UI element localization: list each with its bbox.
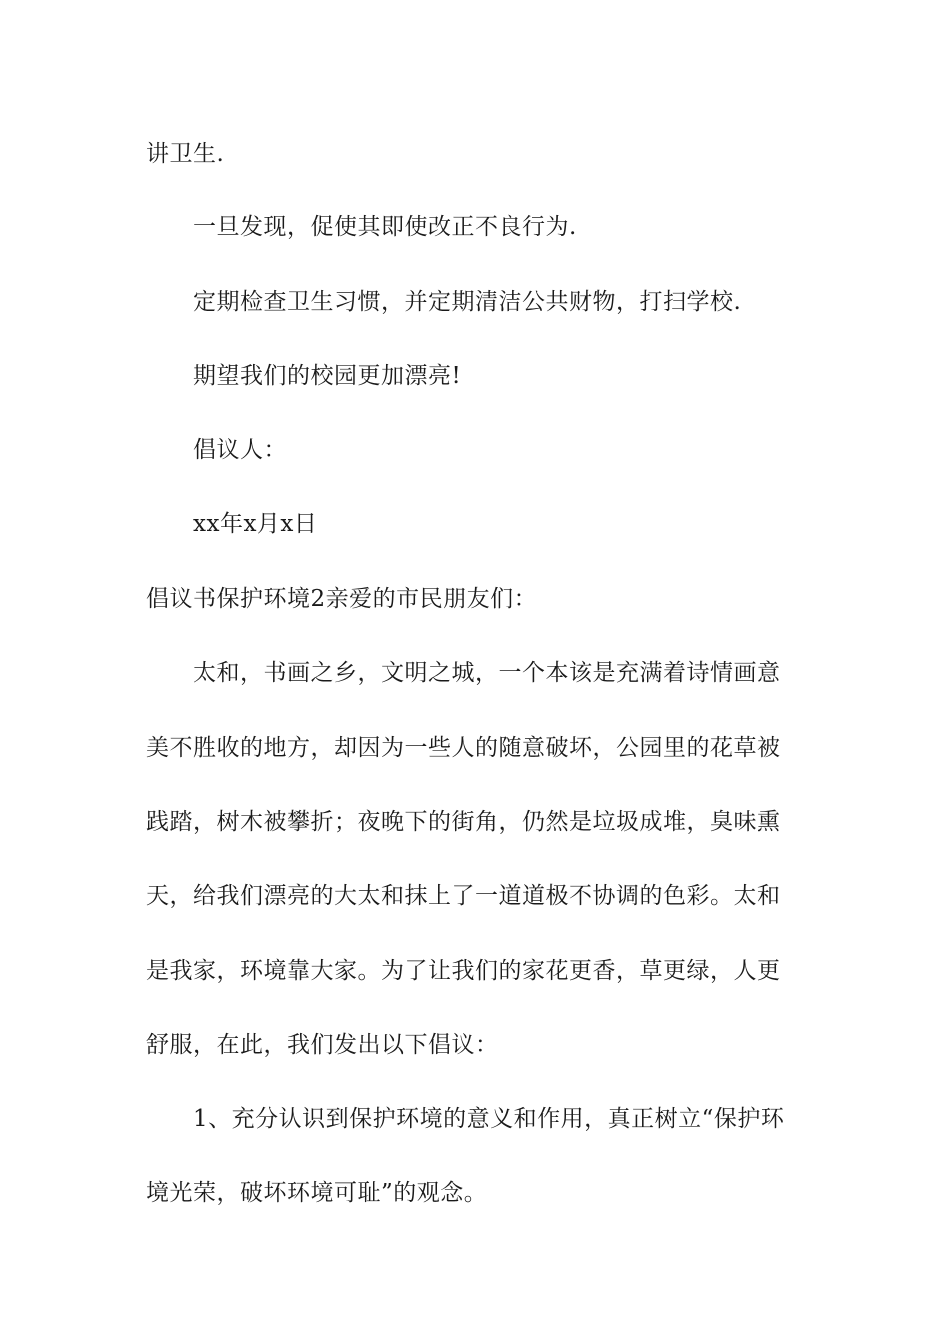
paragraph-line: 定期检查卫生习惯，并定期清洁公共财物，打扫学校. — [193, 289, 742, 315]
paragraph-line: 期望我们的校园更加漂亮! — [193, 363, 462, 389]
section-heading: 倡议书保护环境2亲爱的市民朋友们： — [146, 586, 538, 612]
paragraph-line: 天，给我们漂亮的大太和抹上了一道道极不协调的色彩。太和 — [146, 883, 781, 909]
paragraph-line: 一旦发现，促使其即使改正不良行为. — [193, 214, 577, 240]
paragraph-line: 是我家，环境靠大家。为了让我们的家花更香，草更绿，人更 — [146, 958, 781, 984]
list-item-line: 境光荣，破坏环境可耻”的观念。 — [146, 1180, 488, 1206]
date-line: xx年x月x日 — [193, 511, 318, 537]
signature-label: 倡议人： — [193, 437, 287, 463]
paragraph-line: 讲卫生. — [146, 141, 225, 167]
paragraph-line: 践踏，树木被攀折；夜晚下的街角，仍然是垃圾成堆，臭味熏 — [146, 809, 781, 835]
paragraph-line: 美不胜收的地方，却因为一些人的随意破坏，公园里的花草被 — [146, 735, 781, 761]
paragraph-line: 舒服，在此，我们发出以下倡议： — [146, 1032, 499, 1058]
list-item-line: 1、充分认识到保护环境的意义和作用，真正树立“保护环 — [193, 1106, 785, 1132]
paragraph-line: 太和，书画之乡，文明之城，一个本该是充满着诗情画意 — [193, 660, 781, 686]
